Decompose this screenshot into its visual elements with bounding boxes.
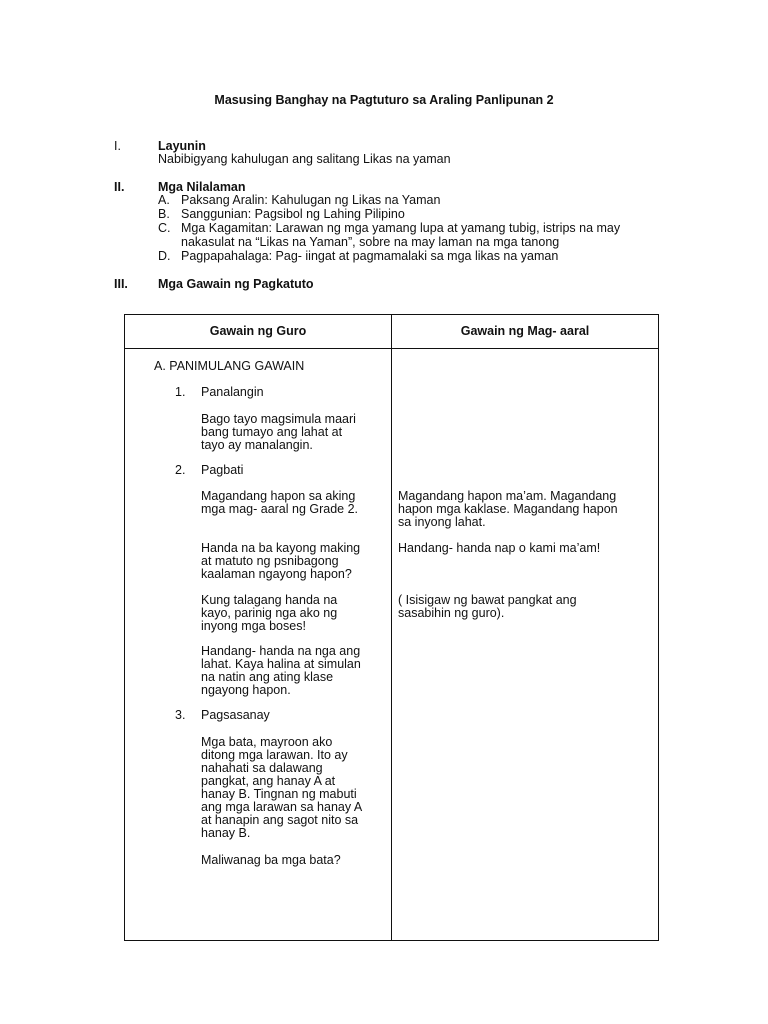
- mag-aaral-text-line: sa inyong lahat.: [398, 515, 486, 529]
- nilalaman-item-c-line2: nakasulat na “Likas na Yaman”, sobre na may laman na mga tanong: [181, 235, 560, 249]
- guro-text-line: mga mag- aaral ng Grade 2.: [201, 502, 359, 516]
- document-title: Masusing Banghay na Pagtuturo sa Araling Panlipunan 2: [214, 93, 554, 107]
- guro-text-line: Kung talagang handa na: [201, 593, 338, 607]
- section-heading-nilalaman: Mga Nilalaman: [158, 180, 246, 194]
- nilalaman-letter-c: C.: [158, 221, 171, 235]
- guro-text-line: kayo, parinig nga ako ng: [201, 606, 338, 620]
- guro-text-line: at matuto ng psnibagong: [201, 554, 339, 568]
- nilalaman-letter-a: A.: [158, 193, 170, 207]
- table-body-row: [125, 349, 659, 941]
- guro-text-line: Magandang hapon sa aking: [201, 489, 356, 503]
- header-gawain-guro: Gawain ng Guro: [125, 315, 392, 349]
- guro-text-line: ditong mga larawan. Ito ay: [201, 748, 348, 762]
- guro-text-line: nahahati sa dalawang: [201, 761, 323, 775]
- mag-aaral-text-line: hapon mga kaklase. Magandang hapon: [398, 502, 618, 516]
- guro-text-line: Handang- handa na nga ang: [201, 644, 361, 658]
- nilalaman-item-d: Pagpapahalaga: Pag- iingat at pagmamalaki sa mga likas na yaman: [181, 249, 559, 263]
- nilalaman-item-c-line1: Mga Kagamitan: Larawan ng mga yamang lupa at yamang tubig, istrips na may: [181, 221, 621, 235]
- step-title-pagsasanay: Pagsasanay: [201, 708, 270, 722]
- mag-aaral-text-line: sasabihin ng guro).: [398, 606, 505, 620]
- guro-text-line: hanay B.: [201, 826, 251, 840]
- section-heading-layunin: Layunin: [158, 139, 206, 153]
- mag-aaral-text-line: ( Isisigaw ng bawat pangkat ang: [398, 593, 577, 607]
- mag-aaral-text-line: Handang- handa nap o kami ma’am!: [398, 541, 601, 555]
- step-title-panalangin: Panalangin: [201, 385, 264, 399]
- guro-text-line: kaalaman ngayong hapon?: [201, 567, 352, 581]
- nilalaman-letter-d: D.: [158, 249, 171, 263]
- guro-column: [125, 349, 392, 941]
- guro-text-line: Maliwanag ba mga bata?: [201, 853, 341, 867]
- section-numeral-2: II.: [114, 180, 125, 194]
- guro-text-line: tayo ay manalangin.: [201, 438, 313, 452]
- step-number-3: 3.: [175, 708, 186, 722]
- section-numeral-1: I.: [114, 139, 121, 153]
- guro-text-line: lahat. Kaya halina at simulan: [201, 657, 361, 671]
- section-numeral-3: III.: [114, 277, 128, 291]
- guro-text-line: bang tumayo ang lahat at: [201, 425, 343, 439]
- table-header-row: [125, 315, 659, 349]
- mag-aaral-text-line: Magandang hapon ma’am. Magandang: [398, 489, 617, 503]
- step-title-pagbati: Pagbati: [201, 463, 244, 477]
- step-number-1: 1.: [175, 385, 186, 399]
- guro-text-line: pangkat, ang hanay A at: [201, 774, 336, 788]
- layunin-text: Nabibigyang kahulugan ang salitang Likas na yaman: [158, 152, 451, 166]
- guro-text-line: hanay B. Tingnan ng mabuti: [201, 787, 357, 801]
- mag-aaral-column: [392, 349, 659, 941]
- guro-text-line: ang mga larawan sa hanay A: [201, 800, 363, 814]
- lesson-plan-table: [124, 314, 659, 941]
- header-gawain-mag-aaral: Gawain ng Mag- aaral: [392, 315, 659, 349]
- guro-text-line: inyong mga boses!: [201, 619, 306, 633]
- guro-text-line: at hanapin ang sagot nito sa: [201, 813, 359, 827]
- guro-text-line: Handa na ba kayong making: [201, 541, 361, 555]
- nilalaman-letter-b: B.: [158, 207, 170, 221]
- guro-text-line: na natin ang ating klase: [201, 670, 334, 684]
- nilalaman-item-b: Sanggunian: Pagsibol ng Lahing Pilipino: [181, 207, 405, 221]
- guro-text-line: Mga bata, mayroon ako: [201, 735, 333, 749]
- guro-text-line: ngayong hapon.: [201, 683, 291, 697]
- guro-text-line: Bago tayo magsimula maari: [201, 412, 356, 426]
- nilalaman-item-a: Paksang Aralin: Kahulugan ng Likas na Yaman: [181, 193, 441, 207]
- step-number-2: 2.: [175, 463, 186, 477]
- section-heading-gawain: Mga Gawain ng Pagkatuto: [158, 277, 314, 291]
- panimulang-gawain-heading: A. PANIMULANG GAWAIN: [154, 359, 305, 373]
